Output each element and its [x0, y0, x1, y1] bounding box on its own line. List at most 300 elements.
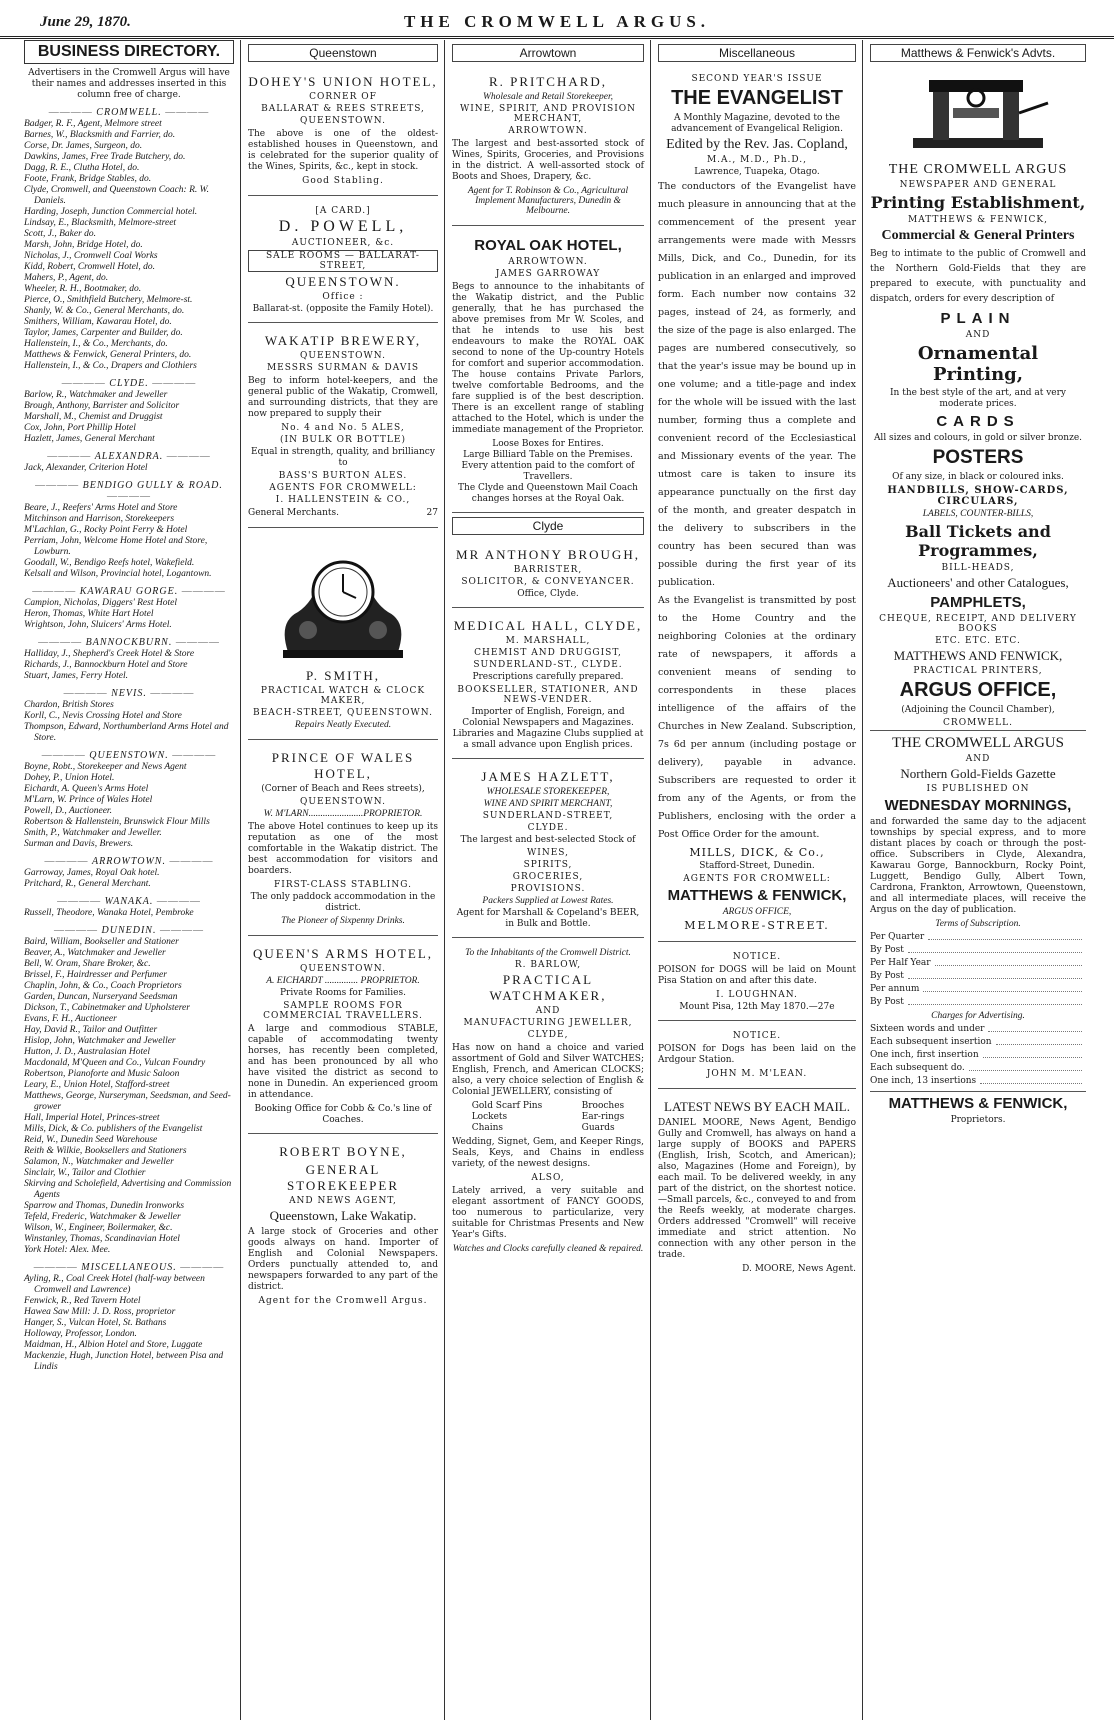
- ad-line: Office, Clyde.: [517, 589, 579, 599]
- directory-group-heading: ———— WANAKA. ————: [24, 896, 234, 907]
- directory-group-heading: ———— DUNEDIN. ————: [24, 925, 234, 936]
- directory-entry: Reid, W., Dunedin Seed Warehouse: [24, 1135, 158, 1145]
- directory-entry: Dawkins, James, Free Trade Butchery, do.: [24, 152, 186, 162]
- directory-entry: Jack, Alexander, Criterion Hotel: [24, 463, 148, 473]
- directory-entry: Beare, J., Reefers' Arms Hotel and Store: [24, 503, 178, 513]
- and-label: AND: [965, 330, 991, 340]
- directory-group-heading: ———— BANNOCKBURN. ————: [24, 637, 234, 648]
- ad-line: Large Billiard Table on the Premises.: [463, 450, 633, 460]
- directory-entry: Foote, Frank, Bridge Stables, do.: [24, 174, 152, 184]
- ad-line: Every attention paid to the comfort of Travellers.: [461, 461, 635, 482]
- list-item: Gold Scarf Pins: [471, 1101, 543, 1111]
- section-label: Queenstown: [248, 44, 438, 62]
- evangelist-ad: [658, 68, 856, 942]
- ad-body: The above is one of the oldest-established houses in Queenstown, and is celebrated for the superior quality of the Wines, Spirits, &c., kept in stock.: [248, 129, 438, 172]
- plain-label: PLAIN: [940, 310, 1016, 327]
- ad-line: BARRISTER,: [513, 565, 583, 575]
- directory-group-heading: ———— ALEXANDRA. ————: [24, 451, 234, 462]
- printers-column: [866, 40, 1090, 1720]
- directory-entry: Beaver, A., Watchmaker and Jeweller: [24, 948, 166, 958]
- directory-group-heading: ———— BENDIGO GULLY & ROAD. ————: [24, 480, 234, 502]
- ad-line: Importer of English, Foreign, and Colonial Newspapers and Magazines.: [462, 707, 634, 728]
- directory-entry: Baird, William, Bookseller and Stationer: [24, 937, 179, 947]
- ad-line: ALSO,: [531, 1173, 565, 1183]
- ad-body: The largest and best-assorted stock of Wines, Spirits, Groceries, and Provisions in the district. A well-assorted stock of Boots and Shoes, Drapery, &c.: [452, 139, 644, 182]
- ad-body: Begs to announce to the inhabitants of the Wakatip district, and the Public generally, that he has purchased the above premises from Mr W. Scoles, and that he intends to use his best endeavours to make the ROYAL OAK second to none of the Up-country Hotels for comfort and superior accommodation. The house contains Private Parlors, twelve comfortable Bedrooms, and the fare supplied is of the best description. There is an excellent range of stabling attached to the Hotel, which is under the immediate management of the Proprietor.: [452, 282, 644, 435]
- brough-barrister-ad: [452, 541, 644, 608]
- ad-title: MR ANTHONY BROUGH,: [456, 547, 640, 562]
- goods-item: PROVISIONS.: [510, 884, 586, 894]
- ad-footer: Good Stabling.: [302, 176, 384, 186]
- directory-entry: Leary, E., Union Hotel, Stafford-street: [24, 1080, 170, 1090]
- rate-label: Each subsequent do.: [870, 1063, 965, 1073]
- ad-title: DOHEY'S UNION HOTEL,: [248, 74, 438, 89]
- terms-title: Terms of Subscription.: [935, 919, 1021, 929]
- arrowtown-clyde-column: [448, 40, 648, 1720]
- ad-line: AND: [535, 1006, 561, 1016]
- ad-title: R. PRITCHARD,: [488, 74, 608, 89]
- rate-row: [870, 1036, 1086, 1049]
- directory-entry: Eichardt, A. Queen's Arms Hotel: [24, 784, 149, 794]
- cheque-label: CHEQUE, RECEIPT, AND DELIVERY BOOKS: [879, 614, 1077, 634]
- ad-line: Libraries and Magazine Clubs supplied at a small advance upon English prices.: [452, 729, 644, 750]
- published-label: IS PUBLISHED ON: [926, 784, 1030, 794]
- directory-entry: Wheeler, R. H., Bootmaker, do.: [24, 284, 142, 294]
- rate-label: Per Half Year: [870, 958, 931, 968]
- rate-row: [870, 1075, 1086, 1088]
- style-note: In the best style of the art, and at very moderate prices.: [889, 388, 1067, 409]
- ad-body: Beg to inform hotel-keepers, and the general public of the Wakatip, Cromwell, and surrounding districts, that they are now prepared to supply their: [248, 376, 438, 419]
- directory-entry: Richards, J., Bannockburn Hotel and Store: [24, 660, 188, 670]
- ad-line: Queenstown, Lake Wakatip.: [269, 1208, 417, 1223]
- ad-line: The largest and best-selected Stock of: [460, 835, 636, 845]
- rate-label: By Post: [870, 971, 904, 981]
- miscellaneous-column: [654, 40, 860, 1720]
- ad-line: Wholesale and Retail Storekeeper,: [483, 92, 613, 102]
- notice-body: POISON for Dogs has been laid on the Ardgour Station.: [658, 1044, 856, 1065]
- rate-row: [870, 931, 1086, 944]
- ad-line: [248, 507, 438, 520]
- leader-dots: [935, 957, 1082, 966]
- barlow-watchmaker-ad: [452, 942, 644, 1263]
- ad-line: PRACTICAL WATCH & CLOCK MAKER,: [260, 686, 426, 706]
- notice-date: Mount Pisa, 12th May 1870.—27e: [679, 1002, 835, 1012]
- directory-entry: Smith, P., Watchmaker and Jeweller.: [24, 828, 162, 838]
- directory-group-heading: ———— CROMWELL. ————: [24, 107, 234, 118]
- rate-label: Each subsequent insertion: [870, 1037, 992, 1047]
- directory-entry: Boyne, Robt., Storekeeper and News Agent: [24, 762, 187, 772]
- directory-entry: Wrightson, John, Sluicers' Arms Hotel.: [24, 620, 172, 630]
- directory-entry: Holloway, Professor, London.: [24, 1329, 137, 1339]
- ad-title: ROBERT BOYNE,: [279, 1144, 407, 1159]
- ad-line: AUCTIONEER, &c.: [291, 238, 395, 248]
- ad-body: DANIEL MOORE, News Agent, Bendigo Gully and Cromwell, has always on hand a large supply of BOOKS and PAPERS (English, Irish, Scotch, and American); also, Magazines (Home and Foreign), by each mail. To be delivered weekly, in any part of the district, on the shortest notice.—Small parcels, &c., conveyed to and from the Reefs weekly, at moderate charges. Orders addressed "Cromwell" will receive immediate and strict attention. No connection with any other person in the trade.: [658, 1118, 856, 1260]
- ad-line: Packers Supplied at Lowest Rates.: [482, 896, 614, 906]
- ad-title: PRINCE OF WALES HOTEL,: [271, 750, 415, 781]
- section-label: Clyde: [452, 517, 644, 535]
- ad-footer: D. MOORE, News Agent.: [742, 1264, 856, 1274]
- newspaper-title: THE CROMWELL ARGUS.: [403, 12, 711, 31]
- directory-entry: Lindsay, E., Blacksmith, Melmore-street: [24, 218, 177, 228]
- directory-entry: Hutton, J. D., Australasian Hotel: [24, 1047, 150, 1057]
- ad-line: Office :: [322, 292, 364, 302]
- rate-label: Sixteen words and under: [870, 1024, 985, 1034]
- wakatip-brewery-ad: [248, 327, 438, 528]
- leader-dots: [923, 983, 1082, 992]
- directory-entry: Mahers, P., Agent, do.: [24, 273, 109, 283]
- ad-line: [A CARD.]: [315, 206, 371, 216]
- ad-line: M. MARSHALL,: [505, 636, 591, 646]
- directory-entry: Russell, Theodore, Wanaka Hotel, Pembroke: [24, 908, 194, 918]
- ad-line: Ballarat-st. (opposite the Family Hotel).: [252, 304, 434, 314]
- ad-line: MATTHEWS & FENWICK,: [667, 887, 847, 904]
- rate-label: One inch, 13 insertions: [870, 1076, 977, 1086]
- ad-line: Private Rooms for Families.: [279, 988, 406, 998]
- ad-line: QUEENSTOWN.: [300, 797, 386, 807]
- poison-notice-pisa: [658, 946, 856, 1021]
- directory-entry: Clyde, Cromwell, and Queenstown Coach: R. W. Daniels.: [24, 185, 210, 206]
- rate-row: [870, 944, 1086, 957]
- leader-dots: [996, 1036, 1082, 1045]
- goods-item: SPIRITS,: [523, 860, 573, 870]
- ad-line: Repairs Neatly Executed.: [294, 720, 392, 730]
- goods-item: GROCERIES,: [512, 872, 584, 882]
- ad-line: WINE AND SPIRIT MERCHANT,: [483, 799, 613, 809]
- ad-line: MANUFACTURING JEWELLER,: [463, 1018, 633, 1028]
- ad-body: The above Hotel continues to keep up its reputation as one of the most comfortable in the Wakatip district. The best accommodation for visitors and boarders.: [248, 822, 438, 876]
- rate-label: By Post: [870, 997, 904, 1007]
- ad-line: QUEENSTOWN.: [300, 351, 386, 361]
- notice-label: NOTICE.: [732, 952, 782, 962]
- jewellery-col-left: [472, 1101, 543, 1134]
- paper-name: THE CROMWELL ARGUS: [888, 162, 1068, 177]
- ad-line: (Corner of Beach and Rees streets),: [261, 784, 425, 794]
- directory-entry: Garden, Duncan, Nurseryand Seedsman: [24, 992, 178, 1002]
- ad-title: ROYAL OAK HOTEL,: [474, 237, 622, 254]
- argus-office-label: ARGUS OFFICE,: [899, 679, 1057, 701]
- ad-line: Stafford-Street, Dunedin.: [699, 861, 815, 871]
- directory-entry: Hazlett, James, General Merchant: [24, 434, 155, 444]
- rate-row: [870, 1062, 1086, 1075]
- directory-entry: Hislop, John, Watchmaker and Jeweller: [24, 1036, 176, 1046]
- directory-group-heading: ———— KAWARAU GORGE. ————: [24, 586, 234, 597]
- ad-line: BEACH-STREET, QUEENSTOWN.: [253, 708, 433, 718]
- directory-entry: Taylor, James, Carpenter and Builder, do.: [24, 328, 183, 338]
- directory-entry: Wilson, W., Engineer, Boilermaker, &c.: [24, 1223, 173, 1233]
- poison-notice-ardgour: [658, 1025, 856, 1089]
- ad-title: R. BARLOW,: [514, 960, 582, 970]
- gazette-label: Northern Gold-Fields Gazette: [900, 766, 1056, 781]
- ad-line: AGENTS FOR CROMWELL:: [269, 483, 417, 493]
- directory-entry: Garroway, James, Royal Oak hotel.: [24, 868, 160, 878]
- ornamental-printing: Ornamental Printing,: [917, 343, 1039, 385]
- ad-line: Prescriptions carefully prepared.: [472, 672, 624, 682]
- directory-entry: York Hotel: Alex. Mee.: [24, 1245, 111, 1255]
- ad-line: W. M'LARN.......................PROPRIETOR.: [263, 809, 423, 819]
- ad-body: As the Evangelist is transmitted by post to the Home Country and the neighboring Colonies at the ordinary rate of newspapers, it affords a convenient means of sending to correspondents in these places intelligence of the affairs of the Churches in New Zealand. Subscription, 7s 6d per annum (including postage or delivery), payable in advance. Subscribers are requested to order it from any of the Agents, or from the Publishers, enclosing with the order a Post Office Order for the amount.: [658, 595, 856, 840]
- owners: MATTHEWS & FENWICK,: [908, 215, 1048, 225]
- directory-entry: Chaplin, John, & Co., Coach Proprietors: [24, 981, 182, 991]
- ad-title: D. POWELL,: [278, 218, 408, 235]
- directory-entry: Pritchard, R., General Merchant.: [24, 879, 151, 889]
- ad-line: A. EICHARDT .............. PROPRIETOR.: [266, 976, 420, 986]
- ad-line: AGENTS FOR CROMWELL:: [683, 874, 831, 884]
- directory-entry: M'Lachlan, G., Rocky Point Ferry & Hotel: [24, 525, 188, 535]
- directory-group-heading: ———— CLYDE. ————: [24, 378, 234, 389]
- list-item: Chains: [471, 1123, 504, 1133]
- rate-row: [870, 1049, 1086, 1062]
- ad-line: ARROWTOWN.: [508, 257, 588, 267]
- ad-title: WAKATIP BREWERY,: [264, 333, 422, 348]
- printers-intro: Beg to intimate to the public of Cromwell and the Northern Gold-Fields that they are prepared to execute, with punctuality and dispatch, orders for every description of: [870, 249, 1086, 304]
- ad-line: WINE, SPIRIT, AND PROVISION MERCHANT,: [459, 104, 636, 124]
- ad-body: A large and commodious STABLE, capable of accommodating twenty horses, has recently been completed, and has been pronounced by all who have visited the district as second to none in Dunedin. An experienced groom in attendance.: [248, 1024, 438, 1100]
- directory-entry: Cox, John, Port Phillip Hotel: [24, 423, 136, 433]
- town-label: CROMWELL.: [943, 718, 1013, 728]
- directory-entry: Hallenstein, I., & Co., Merchants, do.: [24, 339, 168, 349]
- ad-line: FIRST-CLASS STABLING.: [274, 880, 412, 890]
- business-directory-column: [20, 40, 238, 1720]
- list-item: Lockets: [471, 1112, 508, 1122]
- ad-line: SUNDERLAND-STREET,: [482, 811, 614, 821]
- directory-entry: Harding, Joseph, Junction Commercial hotel.: [24, 207, 198, 217]
- ad-line: PRACTICAL WATCHMAKER,: [489, 972, 607, 1003]
- proprietors-label: Proprietors.: [950, 1115, 1006, 1125]
- ad-line: A Monthly Magazine, devoted to the advancement of Evangelical Religion.: [671, 113, 843, 134]
- directory-entry: Halliday, J., Shepherd's Creek Hotel & Store: [24, 649, 195, 659]
- ball-tickets: Ball Tickets and Programmes,: [905, 522, 1051, 560]
- ad-line: QUEENSTOWN.: [285, 274, 401, 289]
- ad-line: MESSRS SURMAN & DAVIS: [266, 363, 420, 373]
- catalogues-label: Auctioneers' and other Catalogues,: [887, 575, 1069, 590]
- publication-day: WEDNESDAY MORNINGS,: [884, 797, 1072, 814]
- list-item: Guards: [581, 1123, 615, 1133]
- ad-line: CLYDE.: [527, 823, 569, 833]
- directory-entry: Kidd, Robert, Cromwell Hotel, do.: [24, 262, 156, 272]
- proprietors-name: MATTHEWS & FENWICK,: [870, 1091, 1086, 1112]
- directory-entry: Dickson, T., Cabinetmaker and Upholsterer: [24, 1003, 190, 1013]
- printing-press-illustration: [903, 68, 1053, 158]
- directory-entry: Macdonald, M'Queen and Co., Vulcan Foundry: [24, 1058, 206, 1068]
- directory-entry: Mackenzie, Hugh, Junction Hotel, between Pisa and Lindis: [24, 1351, 224, 1372]
- ad-line: JAMES GARROWAY: [495, 269, 601, 279]
- smith-watchmaker-ad: [248, 532, 438, 740]
- and-label-2: AND: [965, 754, 991, 764]
- column-rule: [862, 40, 863, 1720]
- directory-entry: Hanger, S., Vulcan Hotel, St. Bathans: [24, 1318, 167, 1328]
- directory-entry: Robertson & Hallenstein, Brunswick Flour Mills: [24, 817, 210, 827]
- column-rule: [650, 40, 651, 1720]
- directory-entry: Sparrow and Thomas, Dunedin Ironworks: [24, 1201, 185, 1211]
- notice-label: NOTICE.: [732, 1031, 782, 1041]
- notice-body: POISON for DOGS will be laid on Mount Pisa Station on and after this date.: [658, 965, 856, 986]
- ad-body: A large stock of Groceries and other goods always on hand. Importer of English and Colonial Newspapers. Orders punctually attended to, and newspapers forwarded to any part of the district.: [248, 1227, 438, 1292]
- ad-line: Lawrence, Tuapeka, Otago.: [694, 167, 820, 177]
- jewellery-col-right: [582, 1101, 625, 1134]
- queenstown-column: [244, 40, 442, 1720]
- ad-line: Edited by the Rev. Jas. Copland,: [666, 137, 848, 152]
- directory-entry: Salamon, N., Watchmaker and Jeweller: [24, 1157, 174, 1167]
- directory-entry: Powell, D., Auctioneer.: [24, 806, 112, 816]
- directory-group-heading: ———— NEVIS. ————: [24, 688, 234, 699]
- printers-name: MATTHEWS AND FENWICK,: [893, 648, 1063, 663]
- directory-entry: Surman and Davis, Brewers.: [24, 839, 134, 849]
- directory-entry: Hall, Imperial Hotel, Princes-street: [24, 1113, 160, 1123]
- ad-line: MELMORE-STREET.: [684, 919, 830, 932]
- ad-line: MILLS, DICK, & Co.,: [689, 846, 825, 859]
- leader-dots: [983, 1049, 1082, 1058]
- directory-entry: Dagg, R. E., Clutha Hotel, do.: [24, 163, 140, 173]
- ad-line: The only paddock accommodation in the district.: [250, 892, 436, 913]
- rate-row: [870, 983, 1086, 996]
- directory-note: Advertisers in the Cromwell Argus will have their names and addresses inserted in this column free of charge.: [28, 68, 230, 100]
- ad-line: Agent for Marshall & Copeland's BEER, in Bulk and Bottle.: [456, 908, 640, 929]
- ad-ref: 27: [426, 508, 438, 518]
- directory-entry: Scott, J., Baker do.: [24, 229, 97, 239]
- directory-entry: Evans, F. H., Auctioneer: [24, 1014, 117, 1024]
- list-item: Ear-rings: [581, 1112, 625, 1122]
- directory-entry: Chardon, British Stores: [24, 700, 114, 710]
- adjoining-label: (Adjoining the Council Chamber),: [901, 705, 1055, 715]
- cards-sub: All sizes and colours, in gold or silver bronze.: [873, 433, 1083, 443]
- ad-line: AND NEWS AGENT,: [289, 1196, 397, 1206]
- labels-label: LABELS, COUNTER-BILLS,: [922, 509, 1034, 519]
- masthead: [0, 0, 1114, 39]
- ad-line: QUEENSTOWN.: [300, 116, 386, 126]
- directory-entry: Campion, Nicholas, Diggers' Rest Hotel: [24, 598, 177, 608]
- terms-list: [870, 931, 1086, 1009]
- directory-entry: Nicholas, J., Cromwell Coal Works: [24, 251, 158, 261]
- ad-body: Lately arrived, a very suitable and elegant assortment of FANCY GOODS, too numerous to particularize, very suitable for Christmas Presents and New Year's Gifts.: [452, 1186, 644, 1240]
- handbills-label: HANDBILLS, SHOW-CARDS, CIRCULARS,: [887, 485, 1069, 507]
- leader-dots: [928, 931, 1082, 940]
- directory-entry: Heron, Thomas, White Hart Hotel: [24, 609, 154, 619]
- medical-hall-ad: [452, 612, 644, 759]
- clock-illustration: [258, 542, 428, 662]
- directory-entry: Goodall, W., Bendigo Reefs hotel, Wakefield.: [24, 558, 195, 568]
- column-rule: [240, 40, 241, 1720]
- ad-line: SAMPLE ROOMS FOR COMMERCIAL TRAVELLERS.: [263, 1001, 423, 1021]
- ad-line: BALLARAT & REES STREETS,: [261, 104, 425, 114]
- section-label: Arrowtown: [452, 44, 644, 62]
- ad-body: Has now on hand a choice and varied assortment of Gold and Silver WATCHES; English, French, and American CLOCKS; also, a very choice selection of English & Colonial JEWELLERY, consisting of: [452, 1043, 644, 1097]
- directory-entry: Perriam, John, Welcome Home Hotel and Store, Lowburn.: [24, 536, 208, 557]
- ad-line: Loose Boxes for Entires.: [492, 439, 604, 449]
- agent-role: General Merchants.: [248, 508, 339, 518]
- directory-entry: Stuart, James, Ferry Hotel.: [24, 671, 128, 681]
- ad-line: QUEENSTOWN.: [300, 964, 386, 974]
- directory-entry: Barlow, R., Watchmaker and Jeweller: [24, 390, 168, 400]
- ad-line: CHEMIST AND DRUGGIST,: [474, 648, 622, 658]
- leader-dots: [980, 1075, 1082, 1084]
- ad-line: ARGUS OFFICE,: [722, 907, 792, 917]
- ad-body: Wedding, Signet, Gem, and Keeper Rings, Seals, Keys, and Chains in endless variety, of the newest designs.: [452, 1137, 644, 1169]
- ad-line: SALE ROOMS — BALLARAT-STREET,: [248, 250, 438, 272]
- posters-label: POSTERS: [932, 447, 1024, 468]
- directory-entry: Mitchinson and Harrison, Storekeepers: [24, 514, 175, 524]
- ad-line: No. 4 and No. 5 ALES,: [281, 423, 405, 433]
- charges-title: Charges for Advertising.: [931, 1011, 1025, 1021]
- notice-signed: I. LOUGHNAN.: [716, 990, 798, 1000]
- ad-title: THE EVANGELIST: [671, 87, 843, 109]
- directory-entry: Hawea Saw Mill: J. D. Ross, proprietor: [24, 1307, 176, 1317]
- directory-entry: Bell, W. Oram, Share Broker, &c.: [24, 959, 151, 969]
- leader-dots: [969, 1062, 1082, 1071]
- directory-groups: [24, 107, 234, 1373]
- ad-line: Booking Office for Cobb & Co.'s line of Coaches.: [254, 1104, 432, 1125]
- powell-auctioneer-ad: [248, 200, 438, 323]
- billheads-label: BILL-HEADS,: [941, 563, 1015, 573]
- ad-body: The conductors of the Evangelist have much pleasure in announcing that at the commencement of the present year arrangements were made with Messrs Mills, Dick, and Co., Dunedin, for its publication in an enlarged and improved form. Each number now contains 32 pages, instead of 24, as formerly, and the size of the page is also enlarged. The pages are numbered consecutively, so that the year's issue may be bound up in one volume; and a title-page and index for the whole will be issued with the last number, forming thus a complete and convenient record of the Ecclesiastical and Missionary events of the year. The utmost care is taken to insure its appearance punctually on the first day of the month, and greater despatch in the delivery to subscribers in the country has been secured than was possible during the first year of its publication.: [658, 181, 856, 588]
- directory-entry: Corse, Dr. James, Surgeon, do.: [24, 141, 143, 151]
- cards-label: CARDS: [936, 413, 1020, 430]
- directory-entry: Pierce, O., Smithfield Butchery, Melmore-st.: [24, 295, 193, 305]
- ad-line: The Pioneer of Sixpenny Drinks.: [281, 916, 405, 926]
- directory-entry: Dohey, P., Union Hotel.: [24, 773, 115, 783]
- pamphlets-label: PAMPHLETS,: [930, 594, 1026, 611]
- paper-sub: NEWSPAPER AND GENERAL: [899, 180, 1057, 190]
- ad-title: MEDICAL HALL, CLYDE,: [453, 618, 643, 633]
- royal-oak-hotel-ad: [452, 230, 644, 513]
- directory-entry: Skirving and Scholefield, Advertising and Commission Agents: [24, 1179, 232, 1200]
- directory-group-heading: ———— ARROWTOWN. ————: [24, 856, 234, 867]
- hazlett-merchant-ad: [452, 763, 644, 938]
- ad-line: BASS'S BURTON ALES.: [278, 471, 408, 481]
- directory-entry: Smithers, William, Kawarau Hotel, do.: [24, 317, 172, 327]
- ad-line: Equal in strength, quality, and brilliancy to: [251, 447, 435, 468]
- section-label: Matthews & Fenwick's Advts.: [870, 44, 1086, 62]
- ad-line: GENERAL STOREKEEPER: [286, 1162, 400, 1193]
- printers-role: Commercial & General Printers: [881, 228, 1075, 243]
- paper-name-2: THE CROMWELL ARGUS: [870, 730, 1086, 752]
- ad-line: BOOKSELLER, STATIONER, AND NEWS-VENDER.: [457, 685, 639, 705]
- jewellery-list: [452, 1101, 644, 1134]
- ad-line: I. HALLENSTEIN & CO.,: [275, 495, 411, 505]
- directory-entry: Mills, Dick, & Co. publishers of the Evangelist: [24, 1124, 203, 1134]
- list-item: Brooches: [581, 1101, 625, 1111]
- ad-line: SUNDERLAND-ST., CLYDE.: [473, 660, 623, 670]
- directory-entry: Winstanley, Thomas, Scandinavian Hotel: [24, 1234, 180, 1244]
- directory-entry: Fenwick, R., Red Tavern Hotel: [24, 1296, 141, 1306]
- leader-dots: [988, 1023, 1082, 1032]
- directory-entry: Badger, R. F., Agent, Melmore street: [24, 119, 162, 129]
- directory-entry: Marsh, John, Bridge Hotel, do.: [24, 240, 143, 250]
- directory-entry: Kelsall and Wilson, Provincial hotel, Logantown.: [24, 569, 212, 579]
- ad-line: SOLICITOR, & CONVEYANCER.: [461, 577, 635, 587]
- goods-item: WINES,: [527, 848, 569, 858]
- dohey-hotel-ad: [248, 68, 438, 196]
- directory-entry: Brissel, F., Hairdresser and Perfumer: [24, 970, 167, 980]
- posters-sub: Of any size, in black or coloured inks.: [892, 472, 1064, 482]
- directory-entry: Robertson, Pianoforte and Music Saloon: [24, 1069, 180, 1079]
- ad-title: JAMES HAZLETT,: [481, 769, 615, 784]
- leader-dots: [908, 944, 1082, 953]
- directory-entry: Korll, C., Nevis Crossing Hotel and Store: [24, 711, 182, 721]
- rate-label: Per Quarter: [870, 932, 925, 942]
- ad-line: (IN BULK OR BOTTLE): [280, 435, 406, 445]
- directory-entry: Maidman, H., Albion Hotel and Store, Luggate: [24, 1340, 203, 1350]
- queens-arms-hotel-ad: [248, 940, 438, 1134]
- boyne-storekeeper-ad: [248, 1138, 438, 1315]
- directory-entry: Hay, David R., Tailor and Outfitter: [24, 1025, 158, 1035]
- directory-heading: BUSINESS DIRECTORY.: [24, 40, 234, 64]
- rate-row: [870, 1023, 1086, 1036]
- charges-list: [870, 1023, 1086, 1088]
- directory-entry: Matthews, George, Nurseryman, Seedsman, and Seed-grower: [24, 1091, 231, 1112]
- ad-title: QUEEN'S ARMS HOTEL,: [252, 946, 434, 961]
- ad-footer: Watches and Clocks carefully cleaned & repaired.: [452, 1244, 644, 1254]
- directory-entry: Shanly, W. & Co., General Merchants, do.: [24, 306, 185, 316]
